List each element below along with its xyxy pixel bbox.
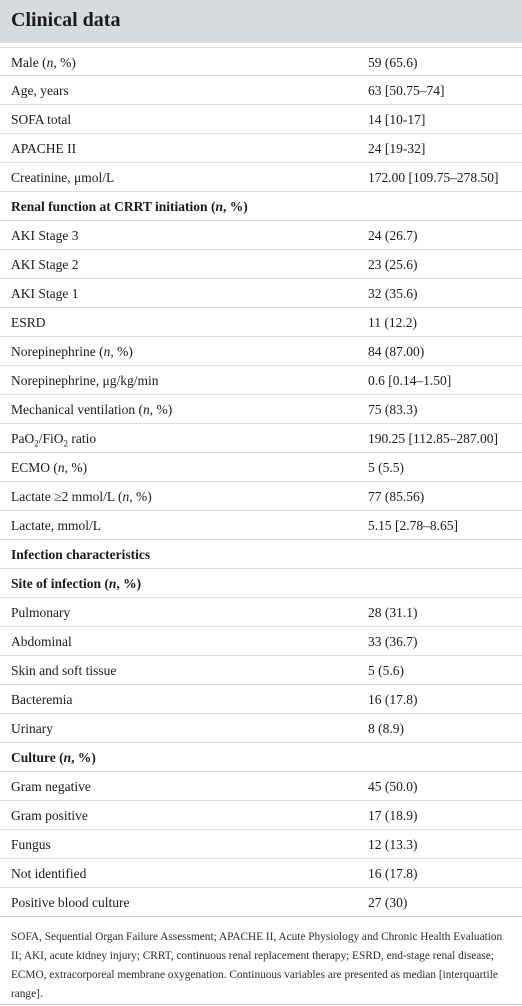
row-value: 75 (83.3) [368,402,418,417]
row-value: 32 (35.6) [368,286,418,301]
row-label: Mechanical ventilation (n, %) [11,402,173,417]
row-value: 8 (8.9) [368,721,404,736]
table-title-band [0,0,522,43]
row-label: Creatinine, μmol/L [11,170,115,185]
section-header-label: Infection characteristics [11,547,151,562]
row-label: Gram positive [11,808,88,823]
table-row [0,830,522,859]
section-header-row [0,192,522,221]
table-row [0,424,522,453]
row-label: APACHE II [11,141,77,156]
row-label: PaO$_2$/FiO$_2$ ratio [11,431,97,449]
table-row [0,105,522,134]
table-title: Clinical data [11,9,121,31]
table-row [0,714,522,743]
clinical-data-table [0,47,522,917]
table-row [0,76,522,105]
row-label: AKI Stage 3 [11,228,79,243]
row-label: ECMO (n, %) [11,460,88,475]
row-value: 12 (13.3) [368,837,418,852]
row-label: Norepinephrine (n, %) [11,344,133,359]
section-header-row [0,743,522,772]
row-value: 5 (5.5) [368,460,404,475]
row-value: 33 (36.7) [368,634,418,649]
row-value: 24 [19-32] [368,141,426,156]
row-label: Bacteremia [11,692,73,707]
row-value: 45 (50.0) [368,779,418,794]
row-label: Lactate, mmol/L [11,518,101,533]
table-row [0,163,522,192]
table-row [0,134,522,163]
row-label: Norepinephrine, μg/kg/min [11,373,159,388]
bottom-divider [0,1004,522,1005]
row-label: Lactate ≥2 mmol/L (n, %) [11,489,152,504]
row-label: Positive blood culture [11,895,130,910]
table-row [0,221,522,250]
row-value: 84 (87.00) [368,344,425,359]
row-label: Skin and soft tissue [11,663,117,678]
table-row [0,453,522,482]
table-row [0,772,522,801]
table-row [0,888,522,917]
row-value: 63 [50.75–74] [368,83,445,98]
row-label: SOFA total [11,112,72,127]
table-row [0,47,522,76]
section-header-row [0,569,522,598]
table-row [0,627,522,656]
row-value: 11 (12.2) [368,315,417,330]
row-value: 77 (85.56) [368,489,425,504]
row-label: ESRD [11,315,46,330]
row-label: Fungus [11,837,51,852]
row-label: Male (n, %) [11,55,76,70]
section-header-label: Renal function at CRRT initiation (n, %) [11,199,248,214]
row-value: 24 (26.7) [368,228,418,243]
row-value: 0.6 [0.14–1.50] [368,373,452,388]
table-row [0,511,522,540]
row-label: Age, years [11,83,69,98]
row-value: 23 (25.6) [368,257,418,272]
table-row [0,395,522,424]
table-row [0,337,522,366]
row-value: 16 (17.8) [368,866,418,881]
row-value: 5.15 [2.78–8.65] [368,518,458,533]
row-value: 172.00 [109.75–278.50] [368,170,499,185]
row-value: 16 (17.8) [368,692,418,707]
table-footnote: SOFA, Sequential Organ Failure Assessment; APACHE II, Acute Physiology and Chronic Health Evaluation II; AKI, acute kidney injury; CRRT, continuous renal replacement therapy; ESRD, end-stage renal disease; ECMO, extracorporeal membrane oxygenation. Continuous variables are presented as median [interquartile range]. [11,931,503,1000]
table-row [0,279,522,308]
table-row [0,801,522,830]
row-label: AKI Stage 2 [11,257,79,272]
table-row [0,656,522,685]
row-value: 14 [10-17] [368,112,426,127]
row-value: 190.25 [112.85–287.00] [368,431,498,446]
row-value: 28 (31.1) [368,605,418,620]
table-row [0,308,522,337]
section-header-label: Culture (n, %) [11,750,96,765]
row-value: 59 (65.6) [368,55,418,70]
row-value: 27 (30) [368,895,408,910]
table-row [0,482,522,511]
table-row [0,598,522,627]
row-label: AKI Stage 1 [11,286,79,301]
table-row [0,366,522,395]
section-header-row [0,540,522,569]
table-row [0,859,522,888]
row-label: Abdominal [11,634,72,649]
table-row [0,250,522,279]
row-label: Pulmonary [11,605,71,620]
row-label: Gram negative [11,779,91,794]
table-row [0,685,522,714]
footnote-divider [0,916,522,917]
row-label: Not identified [11,866,87,881]
section-header-label: Site of infection (n, %) [11,576,142,591]
row-label: Urinary [11,721,53,736]
row-value: 17 (18.9) [368,808,418,823]
row-value: 5 (5.6) [368,663,404,678]
